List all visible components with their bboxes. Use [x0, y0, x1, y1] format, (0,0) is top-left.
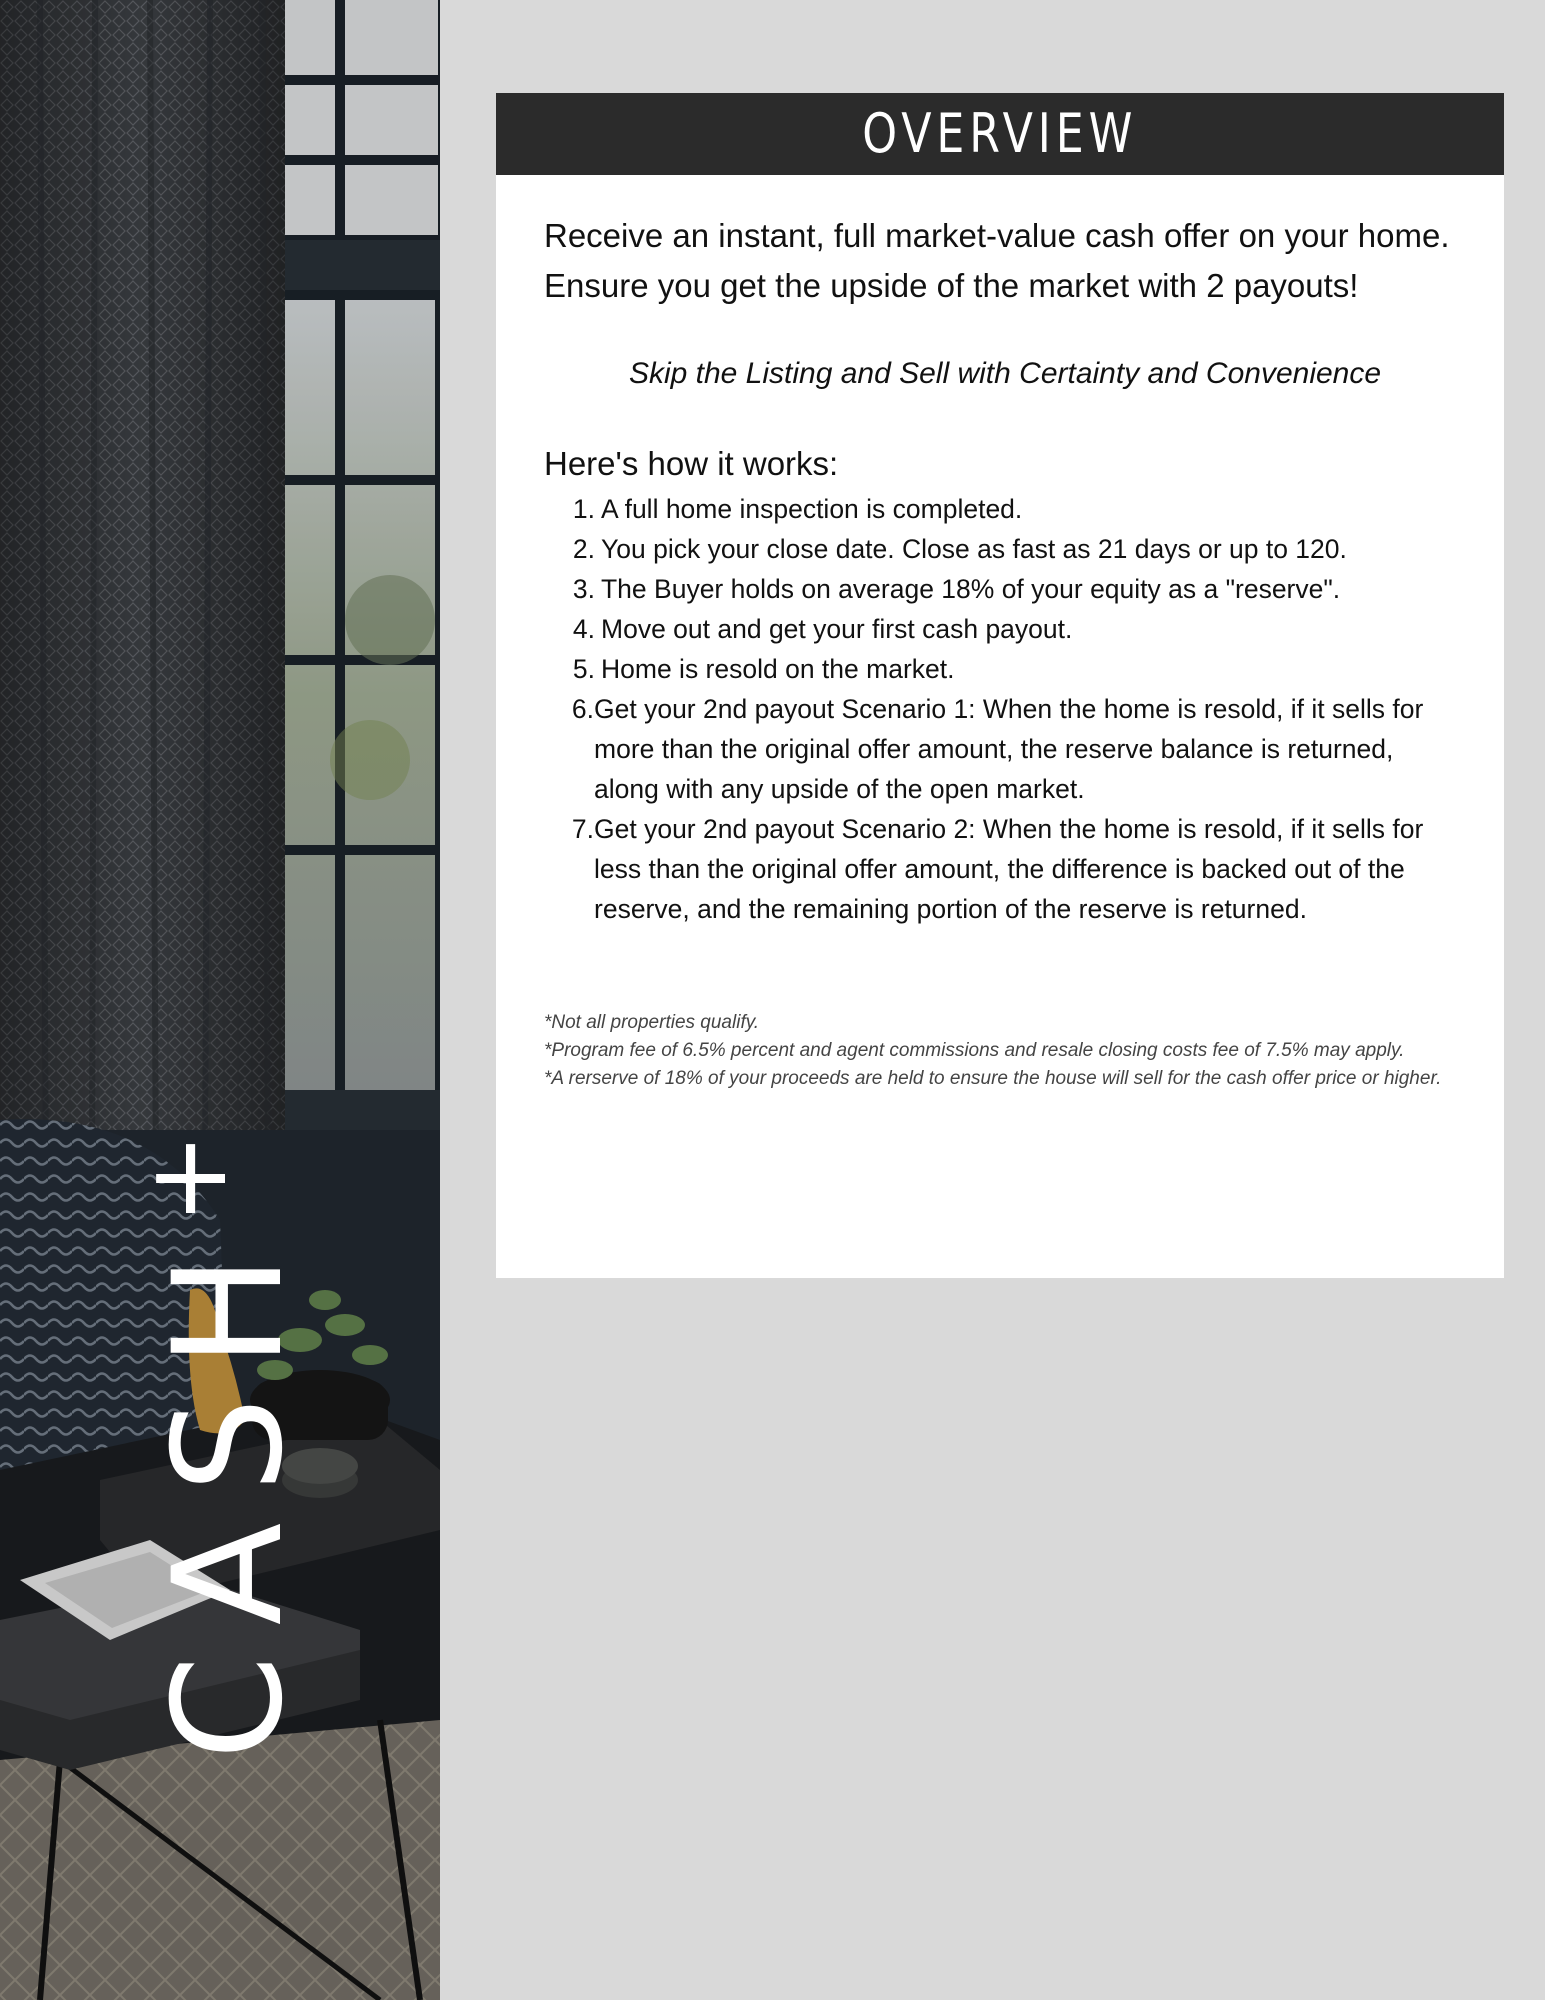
- brand-wordmark: CASH: [142, 1224, 316, 1760]
- brand-plus: +: [123, 1132, 251, 1225]
- footnotes: [544, 1009, 1456, 1093]
- step-text: The Buyer holds on average 18% of your equity as a "reserve".: [601, 574, 1341, 604]
- list-item: [544, 489, 1456, 529]
- how-it-works-heading: Here's how it works:: [544, 445, 839, 482]
- list-item: [544, 609, 1456, 649]
- cash-plus-logo: [123, 1132, 316, 1760]
- step-text: Get your 2nd payout Scenario 1: When the home is resold, if it sells for more than the original offer amount, the reserve balance is returned, along with any upside of the open market.: [594, 694, 1424, 804]
- overview-title: OVERVIEW: [862, 102, 1138, 165]
- list-item: [544, 689, 1456, 809]
- footnote: *Program fee of 6.5% percent and agent commissions and resale closing costs fee of 7.5% may apply.: [544, 1040, 1405, 1061]
- step-number: 2.: [572, 534, 595, 564]
- footnote: *Not all properties qualify.: [544, 1012, 760, 1033]
- footnote: *A rerserve of 18% of your proceeds are held to ensure the house will sell for the cash offer price or higher.: [544, 1068, 1442, 1089]
- steps-list: [544, 489, 1456, 929]
- list-item: [544, 529, 1456, 569]
- step-number: 3.: [572, 574, 595, 604]
- step-text: You pick your close date. Close as fast as 21 days or up to 120.: [601, 534, 1347, 564]
- step-text: Move out and get your first cash payout.: [601, 614, 1073, 644]
- list-item: [544, 809, 1456, 929]
- step-number: 4.: [572, 614, 595, 644]
- step-number: 1.: [572, 494, 595, 524]
- interior-photo-panel: [0, 0, 440, 2000]
- overview-body: [496, 175, 1504, 1093]
- step-number: 5.: [572, 654, 595, 684]
- step-text: Home is resold on the market.: [601, 654, 955, 684]
- overview-header: [496, 93, 1504, 175]
- step-number: 6.: [571, 694, 594, 724]
- step-text: A full home inspection is completed.: [601, 494, 1023, 524]
- list-item: [544, 649, 1456, 689]
- list-item: [544, 569, 1456, 609]
- tagline: Skip the Listing and Sell with Certainty and Convenience: [628, 357, 1382, 390]
- step-text: Get your 2nd payout Scenario 2: When the home is resold, if it sells for less than the original offer amount, the difference is backed out of the reserve, and the remaining portion of the reserve is returned.: [594, 814, 1424, 924]
- intro-paragraph: Receive an instant, full market-value cash offer on your home. Ensure you get the upside of the market with 2 payouts!: [544, 217, 1450, 304]
- overview-card: [496, 93, 1504, 1278]
- step-number: 7.: [571, 814, 594, 844]
